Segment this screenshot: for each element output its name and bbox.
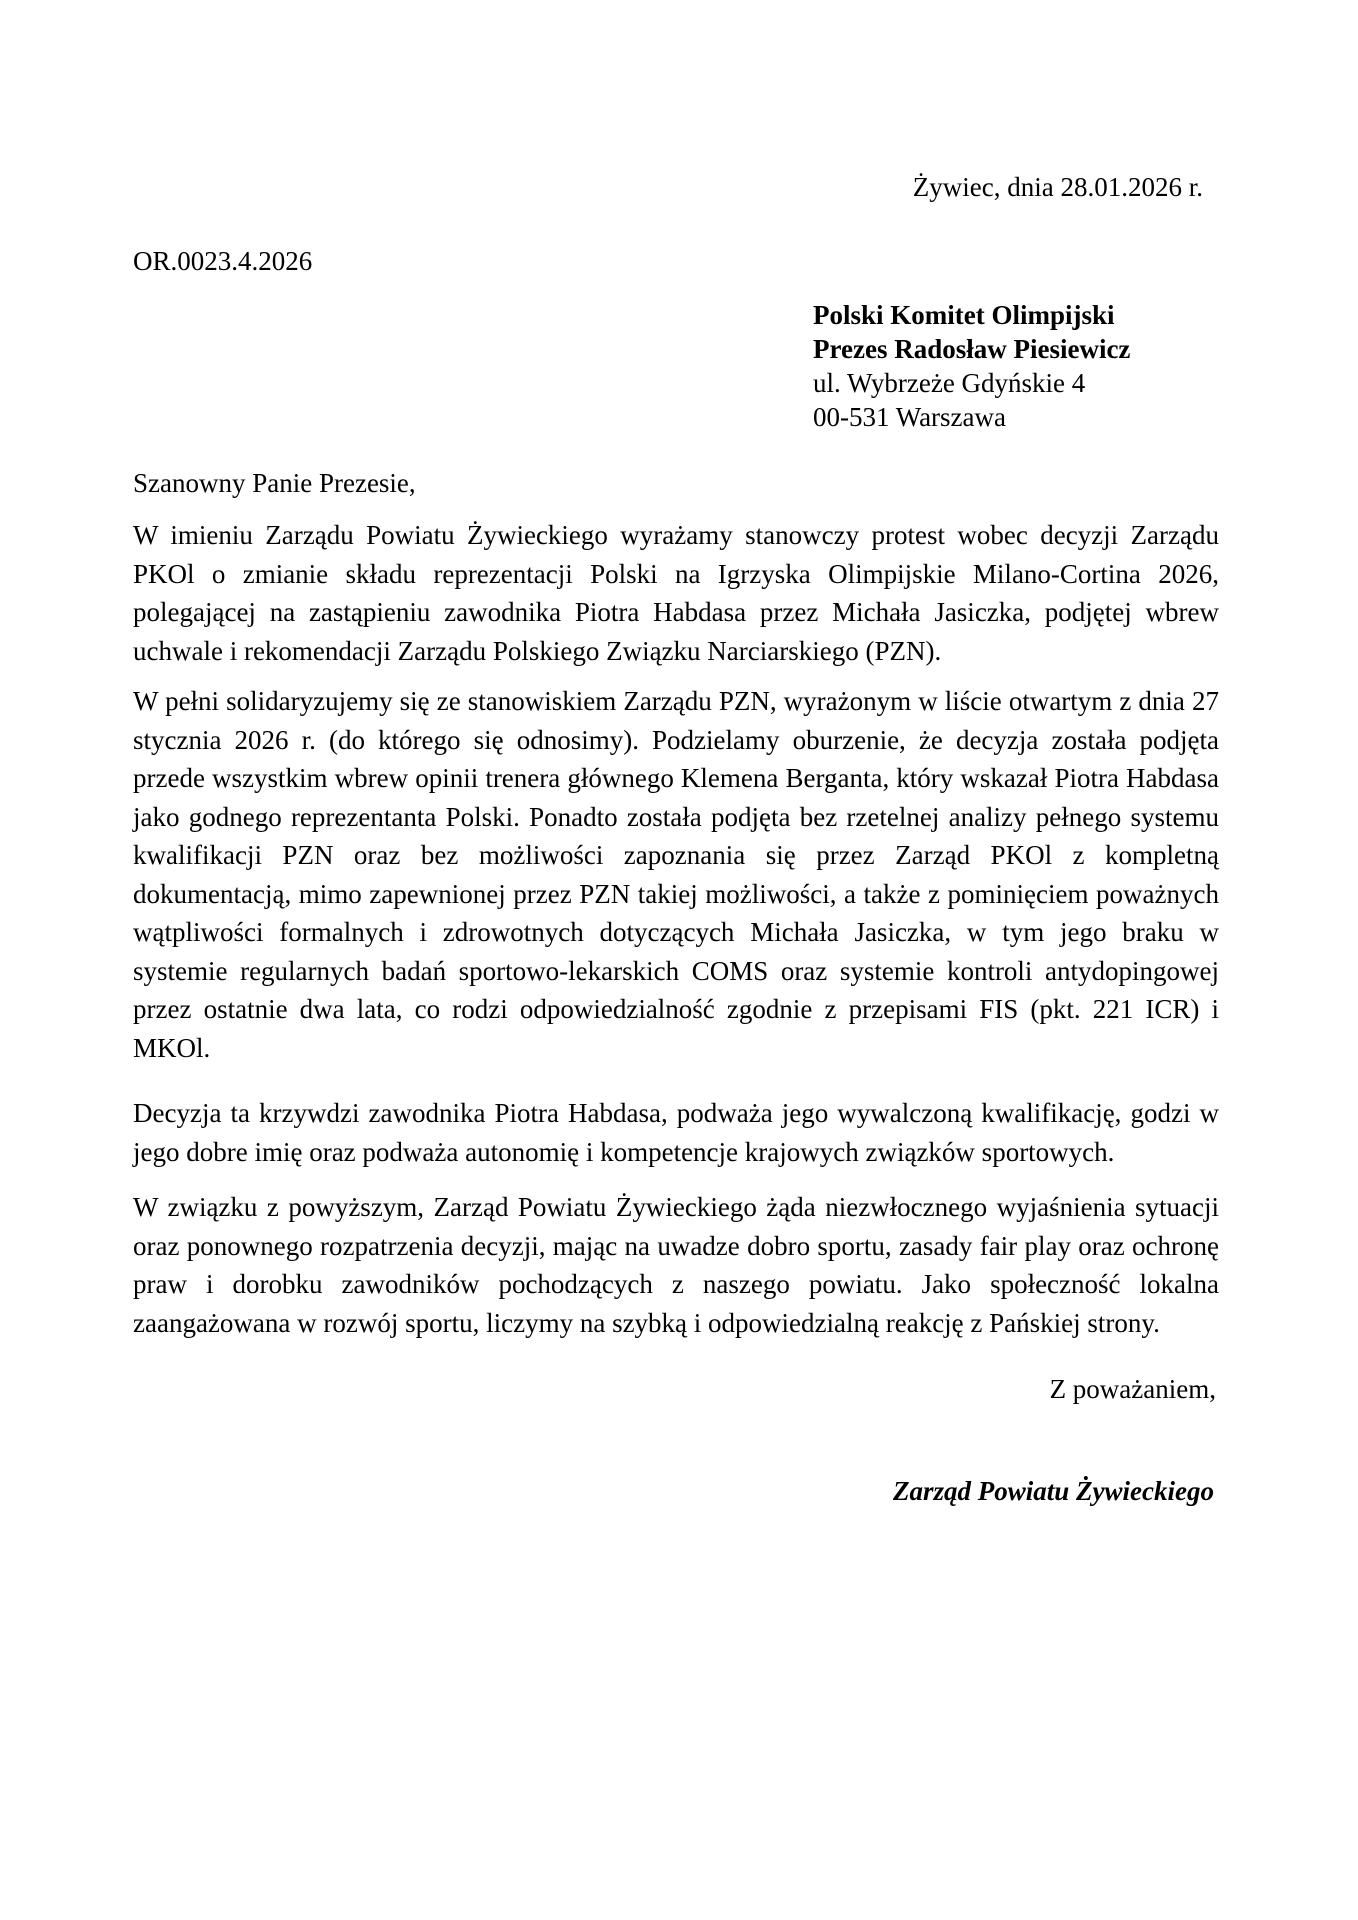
recipient-street: ul. Wybrzeże Gdyńskie 4 (813, 368, 1086, 398)
recipient-organization: Polski Komitet Olimpijski (813, 300, 1115, 330)
salutation: Szanowny Panie Prezesie, (133, 468, 416, 498)
recipient-person: Prezes Radosław Piesiewicz (813, 334, 1131, 364)
recipient-address (813, 298, 1130, 434)
closing-phrase: Z poważaniem, (1049, 1374, 1216, 1404)
reference-number: OR.0023.4.2026 (133, 246, 313, 276)
paragraph-harm: Decyzja ta krzywdzi zawodnika Piotra Habdasa, podważa jego wywalczoną kwalifikację, godzi w jego dobre imię oraz podważa autonomię i kompetencje krajowych związków sportowych. (133, 1098, 1219, 1167)
signature-board: Zarząd Powiatu Żywieckiego (893, 1476, 1214, 1506)
paragraph-solidarity: W pełni solidaryzujemy się ze stanowiskiem Zarządu PZN, wyrażonym w liście otwartym z dnia 27 stycznia 2026 r. (do którego się odnosimy). Podzielamy oburzenie, że decyzja została podjęta przede wszystkim wbrew opinii trenera głównego Klemena Berganta, który wskazał Piotra Habdasa jako godnego reprezentanta Polski. Ponadto została podjęta bez rzetelnej analizy pełnego systemu kwalifikacji PZN oraz bez możliwości zapoznania się przez Zarząd PKOl z kompletną dokumentacją, mimo zapewnionej przez PZN takiej możliwości, a także z pominięciem poważnych wątpliwości formalnych i zdrowotnych dotyczących Michała Jasiczka, w tym jego braku w systemie regularnych badań sportowo-lekarskich COMS oraz systemie kontroli antydopingowej przez ostatnie dwa lata, co rodzi odpowiedzialność zgodnie z przepisami FIS (pkt. 221 ICR) i MKOl. (133, 686, 1219, 1063)
recipient-city: 00-531 Warszawa (813, 402, 1007, 432)
date-line: Żywiec, dnia 28.01.2026 r. (912, 172, 1203, 202)
paragraph-demand: W związku z powyższym, Zarząd Powiatu Żywieckiego żąda niezwłocznego wyjaśnienia sytuacji oraz ponownego rozpatrzenia decyzji, mając na uwadze dobro sportu, zasady fair play oraz ochronę praw i dorobku zawodników pochodzących z naszego powiatu. Jako społeczność lokalna zaangażowana w rozwój sportu, liczymy na szybką i odpowiedzialną reakcję z Pańskiej strony. (133, 1192, 1219, 1338)
paragraph-protest: W imieniu Zarządu Powiatu Żywieckiego wyrażamy stanowczy protest wobec decyzji Zarządu PKOl o zmianie składu reprezentacji Polski na Igrzyska Olimpijskie Milano-Cortina 2026, polegającej na zastąpieniu zawodnika Piotra Habdasa przez Michała Jasiczka, podjętej wbrew uchwale i rekomendacji Zarządu Polskiego Związku Narciarskiego (PZN). (133, 520, 1219, 666)
